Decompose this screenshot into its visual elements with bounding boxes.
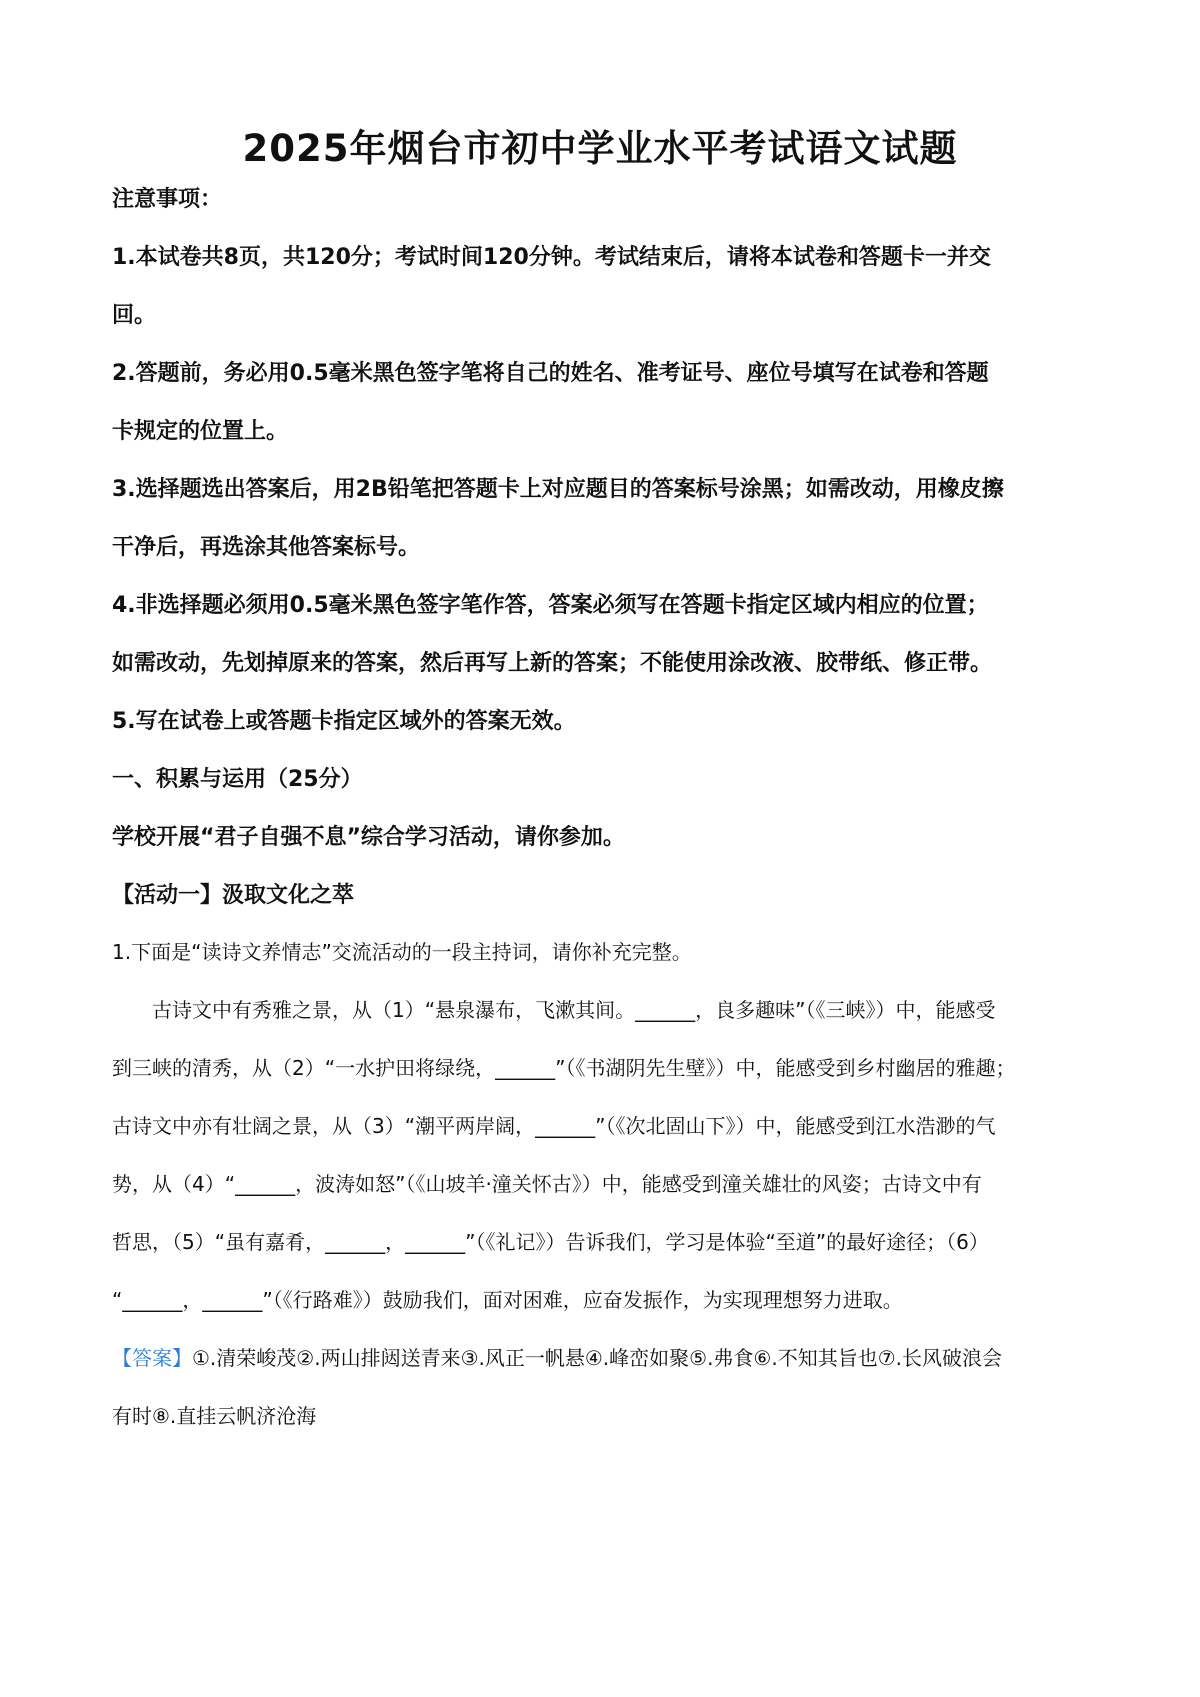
passage-line: 古诗文中有秀雅之景，从（1）“悬泉瀑布，飞漱其间。______，良多趣味”（《三峡》）中，能感受 — [152, 998, 996, 1022]
notice-heading: 注意事项： — [112, 187, 223, 212]
notice-line: 1.本试卷共8页，共120分；考试时间120分钟。考试结束后，请将本试卷和答题卡一并交 — [112, 245, 991, 270]
notice-line: 5.写在试卷上或答题卡指定区域外的答案无效。 — [112, 709, 576, 734]
passage-line: 古诗文中亦有壮阔之景，从（3）“潮平两岸阔，______”（《次北固山下》）中，能感受到江水浩渺的气 — [112, 1114, 996, 1138]
notice-line: 3.选择题选出答案后，用2B铅笔把答题卡上对应题目的答案标号涂黑；如需改动，用橡皮擦 — [112, 477, 1004, 502]
answer-line — [112, 1342, 1002, 1371]
activity-heading: 【活动一】汲取文化之萃 — [112, 883, 355, 908]
notice-line: 如需改动，先划掉原来的答案，然后再写上新的答案；不能使用涂改液、胶带纸、修正带。 — [112, 651, 993, 676]
page-title: 2025年烟台市初中学业水平考试语文试题 — [242, 127, 958, 170]
answer-text: ①.清荣峻茂②.两山排闼送青来③.风正一帆悬④.峰峦如聚⑤.弗食⑥.不知其旨也⑦.长风破浪会 — [192, 1346, 1003, 1370]
section-heading: 一、积累与运用（25分） — [112, 767, 363, 792]
notice-line: 回。 — [112, 303, 157, 328]
answer-label: 【答案】 — [112, 1346, 192, 1370]
passage-line: 到三峡的清秀，从（2）“一水护田将绿绕，______”（《书湖阴先生壁》）中，能感受到乡村幽居的雅趣； — [112, 1056, 1016, 1080]
passage-line: “______，______”（《行路难》）鼓励我们，面对困难，应奋发振作，为实现理想努力进取。 — [112, 1288, 903, 1312]
notice-line: 卡规定的位置上。 — [112, 419, 289, 444]
notice-line: 2.答题前，务必用0.5毫米黑色签字笔将自己的姓名、准考证号、座位号填写在试卷和答题 — [112, 361, 989, 386]
question-stem: 1.下面是“读诗文养情志”交流活动的一段主持词，请你补充完整。 — [112, 940, 692, 964]
passage-line: 势，从（4）“______，波涛如怒”（《山坡羊·潼关怀古》）中，能感受到潼关雄壮的风姿；古诗文中有 — [112, 1172, 982, 1196]
section-intro: 学校开展“君子自强不息”综合学习活动，请你参加。 — [112, 825, 625, 850]
notice-line: 干净后，再选涂其他答案标号。 — [112, 535, 421, 560]
notice-line: 4.非选择题必须用0.5毫米黑色签字笔作答，答案必须写在答题卡指定区域内相应的位置； — [112, 593, 989, 618]
answer-line: 有时⑧.直挂云帆济沧海 — [112, 1404, 317, 1428]
passage-line: 哲思，（5）“虽有嘉肴，______，______”（《礼记》）告诉我们，学习是体验“至道”的最好途径；（6） — [112, 1230, 989, 1254]
